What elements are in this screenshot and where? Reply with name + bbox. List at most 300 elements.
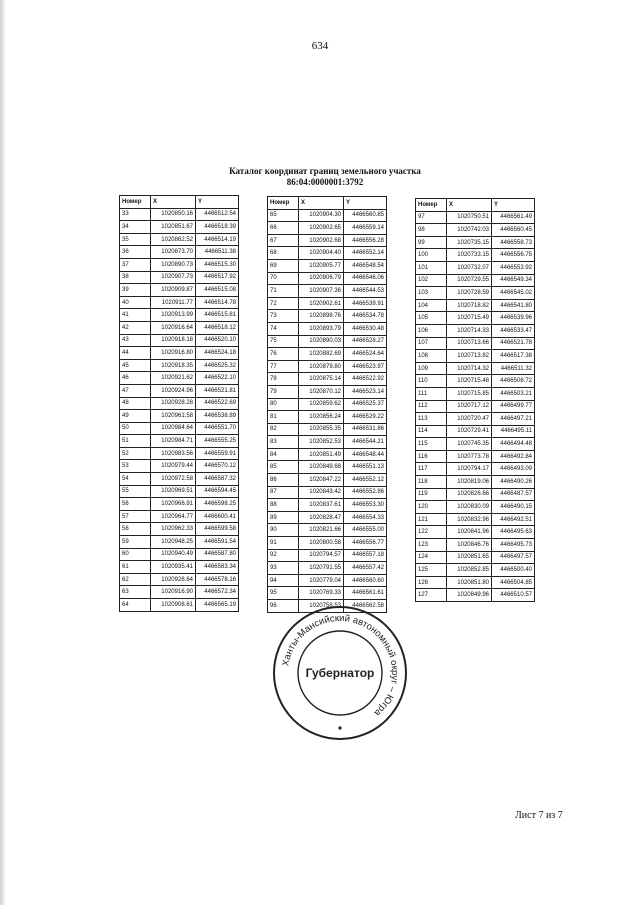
- coord-x: 1020733.15: [447, 249, 492, 262]
- coord-y: 4466562.58: [344, 600, 387, 613]
- coord-y: 4466514.19: [196, 233, 239, 246]
- table-row: [416, 513, 535, 526]
- point-number: 106: [416, 324, 447, 337]
- coord-x: 1020851.49: [299, 448, 344, 461]
- governor-seal-stamp: [271, 604, 409, 742]
- coord-y: 4466556.75: [492, 249, 535, 262]
- coord-x: 1020791.55: [299, 562, 344, 575]
- coord-x: 1020851.80: [447, 576, 492, 589]
- coordinates-table-1: [119, 195, 239, 612]
- coord-x: 1020928.28: [151, 397, 196, 410]
- coord-x: 1020911.77: [151, 296, 196, 309]
- table-row: [268, 234, 387, 247]
- coord-x: 1020979.44: [151, 460, 196, 473]
- table-row: [268, 524, 387, 537]
- point-number: 85: [268, 461, 299, 474]
- coord-x: 1020729.55: [447, 274, 492, 287]
- coord-y: 4466523.97: [344, 360, 387, 373]
- point-number: 96: [268, 600, 299, 613]
- table-row: [268, 574, 387, 587]
- point-number: 104: [416, 299, 447, 312]
- point-number: 34: [120, 221, 151, 234]
- coord-x: 1020715.48: [447, 375, 492, 388]
- coord-x: 1020964.77: [151, 510, 196, 523]
- coord-y: 4466546.06: [344, 272, 387, 285]
- table-row: [120, 284, 239, 297]
- point-number: 105: [416, 312, 447, 325]
- table-row: [268, 259, 387, 272]
- coord-x: 1020984.71: [151, 435, 196, 448]
- scan-edge-shadow: [0, 0, 6, 905]
- coord-y: 4466554.33: [344, 511, 387, 524]
- point-number: 124: [416, 551, 447, 564]
- table-row: [120, 271, 239, 284]
- point-number: 44: [120, 347, 151, 360]
- coord-y: 4466570.12: [196, 460, 239, 473]
- coord-x: 1020717.12: [447, 400, 492, 413]
- table-row: [120, 536, 239, 549]
- table-row: [120, 548, 239, 561]
- coord-y: 4466561.61: [344, 587, 387, 600]
- header-number: Номер: [268, 197, 299, 210]
- header-y: Y: [196, 196, 239, 209]
- point-number: 75: [268, 335, 299, 348]
- table-row: [268, 474, 387, 487]
- table-row: [268, 272, 387, 285]
- coord-y: 4466531.86: [344, 423, 387, 436]
- coord-y: 4466553.92: [492, 261, 535, 274]
- coord-y: 4466521.78: [492, 337, 535, 350]
- table-row: [416, 249, 535, 262]
- coord-x: 1020962.33: [151, 523, 196, 536]
- header-x: X: [299, 197, 344, 210]
- coord-x: 1020800.58: [299, 537, 344, 550]
- point-number: 111: [416, 387, 447, 400]
- coord-x: 1020948.25: [151, 536, 196, 549]
- table-row: [416, 211, 535, 224]
- coord-y: 4466497.57: [492, 551, 535, 564]
- point-number: 77: [268, 360, 299, 373]
- point-number: 39: [120, 284, 151, 297]
- coordinates-table-3: [415, 198, 535, 602]
- coord-y: 4466515.81: [196, 309, 239, 322]
- point-number: 69: [268, 259, 299, 272]
- point-number: 56: [120, 498, 151, 511]
- coord-x: 1020898.76: [299, 310, 344, 323]
- table-row: [416, 224, 535, 237]
- point-number: 120: [416, 501, 447, 514]
- coord-x: 1020715.49: [447, 312, 492, 325]
- point-number: 63: [120, 586, 151, 599]
- point-number: 100: [416, 249, 447, 262]
- table-row: [120, 384, 239, 397]
- table-row: [120, 397, 239, 410]
- point-number: 54: [120, 473, 151, 486]
- title-line-2: 86:04:0000001:3792: [286, 177, 364, 187]
- table-row: [268, 310, 387, 323]
- coord-x: 1020714.32: [447, 362, 492, 375]
- point-number: 36: [120, 246, 151, 259]
- coord-x: 1020882.69: [299, 348, 344, 361]
- coord-x: 1020862.52: [151, 233, 196, 246]
- table-row: [120, 410, 239, 423]
- coord-y: 4466544.53: [344, 285, 387, 298]
- table-row: [120, 473, 239, 486]
- coord-x: 1020875.14: [299, 373, 344, 386]
- point-number: 64: [120, 599, 151, 612]
- point-number: 80: [268, 398, 299, 411]
- coord-y: 4466556.28: [344, 234, 387, 247]
- coord-y: 4466521.81: [196, 384, 239, 397]
- point-number: 71: [268, 285, 299, 298]
- point-number: 87: [268, 486, 299, 499]
- table-row: [416, 413, 535, 426]
- point-number: 55: [120, 485, 151, 498]
- point-number: 90: [268, 524, 299, 537]
- table-row: [120, 422, 239, 435]
- table-row: [416, 438, 535, 451]
- coord-y: 4466545.02: [492, 287, 535, 300]
- coord-x: 1020851.65: [447, 551, 492, 564]
- coord-x: 1020890.73: [151, 258, 196, 271]
- point-number: 108: [416, 350, 447, 363]
- point-number: 74: [268, 322, 299, 335]
- coord-y: 4466495.63: [492, 526, 535, 539]
- table-row: [416, 589, 535, 602]
- coord-x: 1020821.66: [299, 524, 344, 537]
- coord-x: 1020855.35: [299, 423, 344, 436]
- coord-y: 4466522.92: [344, 373, 387, 386]
- table-row: [268, 348, 387, 361]
- point-number: 102: [416, 274, 447, 287]
- coord-y: 4466594.45: [196, 485, 239, 498]
- table-row: [416, 261, 535, 274]
- table-row: [416, 387, 535, 400]
- table-row: [416, 576, 535, 589]
- table-row: [268, 411, 387, 424]
- coord-x: 1020906.79: [299, 272, 344, 285]
- table-row: [268, 322, 387, 335]
- table-row: [120, 573, 239, 586]
- header-x: X: [151, 196, 196, 209]
- point-number: 123: [416, 539, 447, 552]
- coord-x: 1020966.91: [151, 498, 196, 511]
- table-row: [416, 312, 535, 325]
- point-number: 48: [120, 397, 151, 410]
- table-row: [268, 222, 387, 235]
- coord-x: 1020940.49: [151, 548, 196, 561]
- table-row: [268, 537, 387, 550]
- coord-x: 1020984.64: [151, 422, 196, 435]
- coord-y: 4466515.30: [196, 258, 239, 271]
- coord-x: 1020873.70: [151, 246, 196, 259]
- coord-x: 1020837.61: [299, 499, 344, 512]
- point-number: 125: [416, 564, 447, 577]
- coord-x: 1020794.57: [299, 549, 344, 562]
- coord-y: 4466490.26: [492, 476, 535, 489]
- coord-y: 4466517.92: [196, 271, 239, 284]
- point-number: 37: [120, 258, 151, 271]
- table-row: [120, 334, 239, 347]
- point-number: 101: [416, 261, 447, 274]
- point-number: 93: [268, 562, 299, 575]
- coord-y: 4466514.78: [196, 296, 239, 309]
- header-number: Номер: [120, 196, 151, 209]
- table-row: [120, 586, 239, 599]
- table-row: [120, 233, 239, 246]
- point-number: 35: [120, 233, 151, 246]
- coord-x: 1020916.90: [151, 586, 196, 599]
- table-row: [416, 274, 535, 287]
- point-number: 112: [416, 400, 447, 413]
- table-row: [416, 551, 535, 564]
- point-number: 117: [416, 463, 447, 476]
- table-row: [416, 425, 535, 438]
- coord-y: 4466572.34: [196, 586, 239, 599]
- coord-y: 4466499.77: [492, 400, 535, 413]
- coord-x: 1020907.36: [299, 285, 344, 298]
- coord-y: 4466587.32: [196, 473, 239, 486]
- point-number: 115: [416, 438, 447, 451]
- coord-y: 4466548.44: [344, 448, 387, 461]
- coord-y: 4466490.15: [492, 501, 535, 514]
- coord-y: 4466539.96: [492, 312, 535, 325]
- table-row: [416, 299, 535, 312]
- coord-x: 1020926.64: [151, 573, 196, 586]
- coord-y: 4466518.12: [196, 321, 239, 334]
- point-number: 59: [120, 536, 151, 549]
- coord-x: 1020916.64: [151, 321, 196, 334]
- point-number: 79: [268, 385, 299, 398]
- coord-y: 4466530.48: [344, 322, 387, 335]
- coord-y: 4466549.34: [492, 274, 535, 287]
- coord-x: 1020849.68: [299, 461, 344, 474]
- coord-x: 1020718.82: [447, 299, 492, 312]
- table-row: [120, 258, 239, 271]
- point-number: 61: [120, 561, 151, 574]
- coord-x: 1020902.68: [299, 234, 344, 247]
- table-row: [416, 350, 535, 363]
- coord-y: 4466552.14: [344, 247, 387, 260]
- point-number: 49: [120, 410, 151, 423]
- table-row: [120, 523, 239, 536]
- point-number: 53: [120, 460, 151, 473]
- coord-x: 1020843.42: [299, 486, 344, 499]
- table-row: [268, 373, 387, 386]
- table-row: [268, 511, 387, 524]
- coord-x: 1020904.30: [299, 209, 344, 222]
- point-number: 67: [268, 234, 299, 247]
- coord-y: 4466517.38: [492, 350, 535, 363]
- coord-x: 1020907.73: [151, 271, 196, 284]
- coord-y: 4466522.10: [196, 372, 239, 385]
- coord-y: 4466522.69: [196, 397, 239, 410]
- coordinates-table-2: [267, 196, 387, 613]
- table-row: [416, 463, 535, 476]
- coord-y: 4466524.64: [344, 348, 387, 361]
- point-number: 73: [268, 310, 299, 323]
- table-row: [416, 287, 535, 300]
- table-row: [120, 510, 239, 523]
- coord-x: 1020713.82: [447, 350, 492, 363]
- point-number: 86: [268, 474, 299, 487]
- point-number: 103: [416, 287, 447, 300]
- coord-y: 4466511.38: [196, 246, 239, 259]
- page-number: 634: [311, 40, 329, 52]
- coord-y: 4466560.45: [492, 224, 535, 237]
- point-number: 78: [268, 373, 299, 386]
- table-row: [416, 362, 535, 375]
- coord-y: 4466520.10: [196, 334, 239, 347]
- coord-x: 1020715.85: [447, 387, 492, 400]
- point-number: 33: [120, 208, 151, 221]
- table-row: [268, 436, 387, 449]
- coord-x: 1020879.80: [299, 360, 344, 373]
- table-row: [416, 324, 535, 337]
- coord-x: 1020732.07: [447, 261, 492, 274]
- table-row: [268, 499, 387, 512]
- table-row: [416, 450, 535, 463]
- table-row: [120, 498, 239, 511]
- coord-x: 1020905.77: [299, 259, 344, 272]
- coord-y: 4466556.77: [344, 537, 387, 550]
- coord-y: 4466559.91: [196, 447, 239, 460]
- table-row: [268, 423, 387, 436]
- coord-x: 1020832.96: [447, 513, 492, 526]
- coord-y: 4466560.60: [344, 574, 387, 587]
- coord-x: 1020935.41: [151, 561, 196, 574]
- coord-y: 4466555.00: [344, 524, 387, 537]
- coord-y: 4466525.37: [344, 398, 387, 411]
- table-row: [268, 209, 387, 222]
- point-number: 60: [120, 548, 151, 561]
- coord-x: 1020870.12: [299, 385, 344, 398]
- point-number: 95: [268, 587, 299, 600]
- coord-x: 1020758.53: [299, 600, 344, 613]
- point-number: 99: [416, 236, 447, 249]
- header-x: X: [447, 199, 492, 212]
- coord-x: 1020902.65: [299, 222, 344, 235]
- coord-y: 4466512.54: [196, 208, 239, 221]
- coord-y: 4466541.80: [492, 299, 535, 312]
- coord-y: 4466533.47: [492, 324, 535, 337]
- point-number: 119: [416, 488, 447, 501]
- coord-x: 1020852.85: [447, 564, 492, 577]
- coord-y: 4466495.73: [492, 539, 535, 552]
- coord-y: 4466497.21: [492, 413, 535, 426]
- point-number: 42: [120, 321, 151, 334]
- table-row: [268, 385, 387, 398]
- coord-y: 4466529.22: [344, 411, 387, 424]
- point-number: 66: [268, 222, 299, 235]
- coord-y: 4466518.39: [196, 221, 239, 234]
- coord-y: 4466534.78: [344, 310, 387, 323]
- coord-x: 1020769.33: [299, 587, 344, 600]
- coord-x: 1020735.15: [447, 236, 492, 249]
- point-number: 110: [416, 375, 447, 388]
- seal-ring-text: Ханты-Мансийский автономный округ – Югра: [280, 612, 401, 719]
- table-row: [120, 321, 239, 334]
- coord-x: 1020828.47: [299, 511, 344, 524]
- point-number: 57: [120, 510, 151, 523]
- point-number: 114: [416, 425, 447, 438]
- coord-y: 4466552.12: [344, 474, 387, 487]
- coord-x: 1020908.61: [151, 599, 196, 612]
- coord-y: 4466560.85: [344, 209, 387, 222]
- coord-x: 1020846.76: [447, 539, 492, 552]
- point-number: 91: [268, 537, 299, 550]
- coord-x: 1020961.58: [151, 410, 196, 423]
- point-number: 107: [416, 337, 447, 350]
- coord-x: 1020850.16: [151, 208, 196, 221]
- point-number: 72: [268, 297, 299, 310]
- header-y: Y: [344, 197, 387, 210]
- table-row: [416, 375, 535, 388]
- coord-y: 4466583.34: [196, 561, 239, 574]
- coord-x: 1020826.66: [447, 488, 492, 501]
- coord-y: 4466539.91: [344, 297, 387, 310]
- coord-x: 1020913.99: [151, 309, 196, 322]
- table-row: [268, 360, 387, 373]
- coord-x: 1020921.62: [151, 372, 196, 385]
- coord-y: 4466528.27: [344, 335, 387, 348]
- point-number: 68: [268, 247, 299, 260]
- title-line-1: Каталог координат границ земельного участка: [229, 166, 421, 176]
- coord-x: 1020916.80: [151, 347, 196, 360]
- coord-x: 1020969.51: [151, 485, 196, 498]
- coord-x: 1020852.53: [299, 436, 344, 449]
- point-number: 62: [120, 573, 151, 586]
- coord-x: 1020972.58: [151, 473, 196, 486]
- coord-x: 1020728.59: [447, 287, 492, 300]
- table-row: [268, 461, 387, 474]
- coord-y: 4466551.13: [344, 461, 387, 474]
- point-number: 109: [416, 362, 447, 375]
- table-row: [120, 599, 239, 612]
- point-number: 126: [416, 576, 447, 589]
- point-number: 97: [416, 211, 447, 224]
- point-number: 43: [120, 334, 151, 347]
- coord-x: 1020893.79: [299, 322, 344, 335]
- coord-x: 1020720.47: [447, 413, 492, 426]
- table-row: [416, 337, 535, 350]
- sheet-footer: Лист 7 из 7: [515, 810, 563, 821]
- coord-y: 4466557.42: [344, 562, 387, 575]
- coord-x: 1020983.56: [151, 447, 196, 460]
- point-number: 122: [416, 526, 447, 539]
- coord-x: 1020773.78: [447, 450, 492, 463]
- table-row: [120, 296, 239, 309]
- coord-y: 4466557.18: [344, 549, 387, 562]
- point-number: 51: [120, 435, 151, 448]
- coord-x: 1020742.03: [447, 224, 492, 237]
- point-number: 89: [268, 511, 299, 524]
- point-number: 52: [120, 447, 151, 460]
- coord-y: 4466511.32: [492, 362, 535, 375]
- coord-y: 4466493.09: [492, 463, 535, 476]
- point-number: 88: [268, 499, 299, 512]
- coord-y: 4466503.21: [492, 387, 535, 400]
- point-number: 41: [120, 309, 151, 322]
- table-row: [120, 485, 239, 498]
- coord-y: 4466494.48: [492, 438, 535, 451]
- table-row: [416, 501, 535, 514]
- point-number: 47: [120, 384, 151, 397]
- table-row: [268, 486, 387, 499]
- table-row: [268, 247, 387, 260]
- header-number: Номер: [416, 199, 447, 212]
- table-row: [268, 448, 387, 461]
